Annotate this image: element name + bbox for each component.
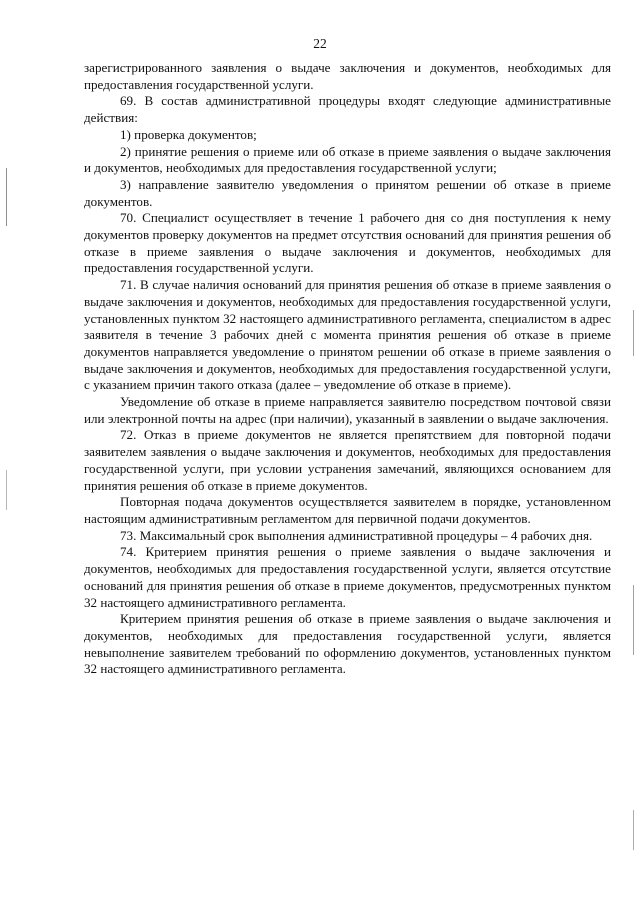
paragraph-continuation: зарегистрированного заявления о выдаче заключения и документов, необходимых для предоставления государственной услуги. [84, 60, 611, 92]
paragraph-74: 74. Критерием принятия решения о приеме заявления о выдаче заключения и документов, необходимых для предоставления государственной услуги, является отсутствие оснований для принятия решения об отказе в приеме документов, предусмотренных пунктом 32 настоящего административного регламента. [84, 544, 611, 610]
list-item-2: 2) принятие решения о приеме или об отказе в приеме заявления о выдаче заключения и документов, необходимых для предоставления государственной услуги; [84, 143, 611, 176]
list-item-3: 3) направление заявителю уведомления о принятом решении об отказе в приеме документов. [84, 176, 611, 209]
paragraph-69: 69. В состав административной процедуры входят следующие административные действия: [84, 93, 611, 126]
paragraph-72: 72. Отказ в приеме документов не является препятствием для повторной подачи заявителем заявления о выдаче заключения и документов, необходимых для предоставления государственной услуги, при условии устранения замечаний, являющихся основанием для принятия решения об отказе в приеме документов. [84, 427, 611, 493]
document-body [84, 60, 611, 678]
page-number: 22 [313, 36, 327, 51]
paragraph-73: 73. Максимальный срок выполнения административной процедуры – 4 рабочих дня. [120, 527, 593, 543]
scan-edge-mark-right-lower [633, 585, 634, 655]
paragraph-72-resubmission: Повторная подача документов осуществляется заявителем в порядке, установленном настоящим административным регламентом для первичной подачи документов. [84, 494, 611, 526]
paragraph-74-refusal-criterion: Критерием принятия решения об отказе в приеме заявления о выдаче заключения и документов, необходимых для предоставления государственной услуги, является невыполнение заявителем требований по оформлению документов, установленных пунктом 32 настоящего административного регламента. [84, 611, 611, 677]
scan-edge-mark-right [633, 310, 634, 356]
scan-edge-mark-left [6, 168, 7, 226]
paragraph-71-notice: Уведомление об отказе в приеме направляется заявителю посредством почтовой связи или электронной почты на адрес (при наличии), указанный в заявлении о выдаче заключения. [84, 394, 611, 426]
scan-edge-mark-left-lower [6, 470, 7, 510]
list-item-1: 1) проверка документов; [120, 126, 257, 142]
paragraph-70: 70. Специалист осуществляет в течение 1 рабочего дня со дня поступления к нему документов проверку документов на предмет отсутствия оснований для принятия решения об отказе в приеме заявления о выдаче заключения и документов, необходимых для предоставления государственной услуги. [84, 210, 611, 276]
scan-edge-mark-right-bottom [633, 810, 634, 850]
paragraph-71: 71. В случае наличия оснований для принятия решения об отказе в приеме заявления о выдаче заключения и документов, необходимых для предоставления государственной услуги, установленных пунктом 32 настоящего административного регламента, специалистом в адрес заявителя в течение 3 рабочих дней с момента принятия решения об отказе в приеме документов направляется уведомление о принятом решении об отказе в приеме заявления о выдаче заключения и документов, необходимых для предоставления государственной услуги, с указанием причин такого отказа (далее – уведомление об отказе в приеме). [84, 277, 611, 393]
